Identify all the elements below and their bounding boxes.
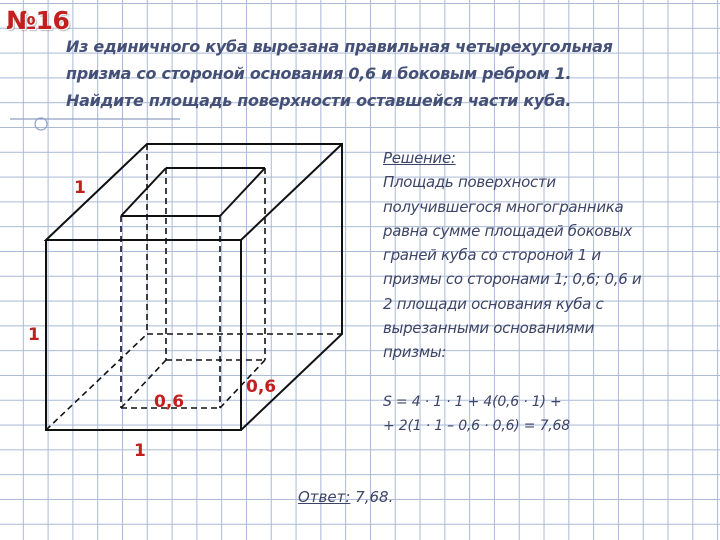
label-bottom-edge: 1: [134, 441, 146, 461]
answer: [298, 488, 393, 506]
cube-hidden-diagonal: [46, 334, 147, 430]
solution-line: призмы:: [383, 343, 447, 362]
formula-line: S = 4 · 1 · 1 + 4(0,6 · 1) +: [383, 394, 562, 410]
prism-top-left-front: [121, 168, 166, 216]
solution-formula: [383, 390, 570, 438]
solution-line: призмы со сторонами 1; 0,6; 0,6 и: [383, 270, 642, 289]
label-prism-front: 0,6: [154, 392, 185, 412]
problem-number: №16: [6, 6, 70, 35]
label-prism-side: 0,6: [246, 377, 277, 397]
solution-line: 2 площади основания куба с: [383, 294, 604, 313]
solution-block: [383, 146, 713, 365]
solution-line: граней куба со стороной 1 и: [383, 246, 601, 265]
label-left-edge: 1: [28, 325, 40, 345]
task-line: Из единичного куба вырезана правильная четырехугольная: [66, 37, 613, 56]
prism-top-right: [220, 168, 265, 216]
task-line: призма со стороной основания 0,6 и боковым ребром 1.: [66, 64, 572, 83]
solution-line: Площадь поверхности: [383, 173, 556, 192]
solution-line: равна сумме площадей боковых: [383, 221, 632, 240]
solution-line: получившегося многогранника: [383, 197, 624, 216]
solution-heading: Решение:: [383, 149, 456, 167]
task-line: Найдите площадь поверхности оставшейся части куба.: [66, 91, 572, 110]
solution-line: вырезанными основаниями: [383, 319, 595, 338]
cube-edge-top-right: [241, 144, 342, 240]
answer-label: Ответ:: [298, 488, 351, 506]
answer-value: 7,68.: [350, 488, 394, 506]
formula-line: + 2(1 · 1 – 0,6 · 0,6) = 7,68: [383, 418, 570, 434]
label-top-edge: 1: [74, 178, 86, 198]
